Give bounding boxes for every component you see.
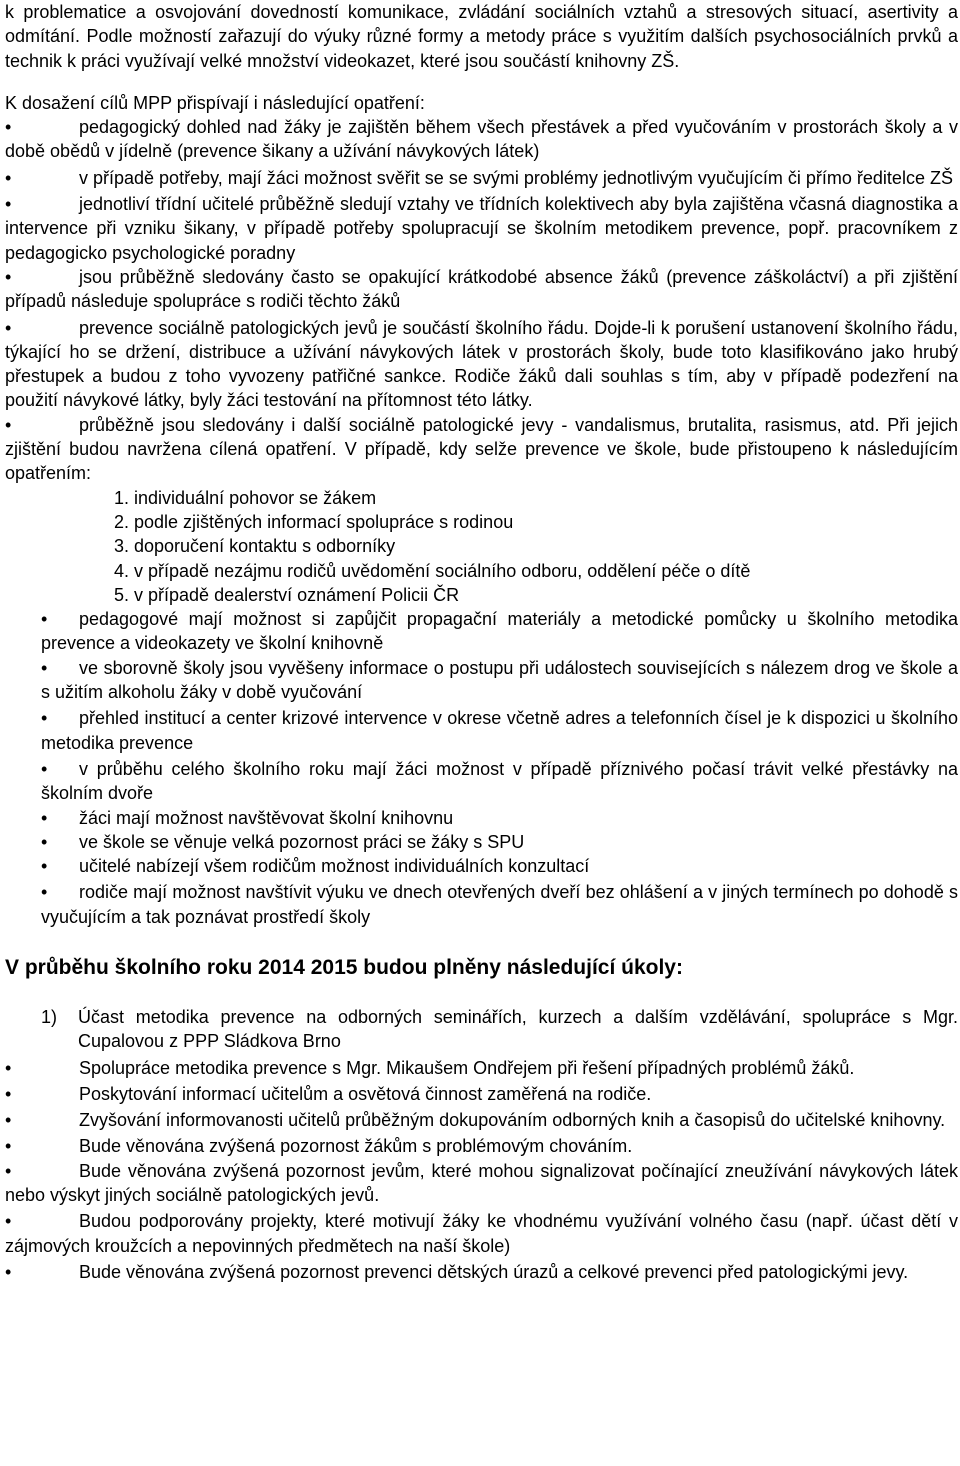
- list-item: • průběžně jsou sledovány i další sociálně patologické jevy - vandalismus, brutalita, rasismus, atd. Při jejich zjištění budou navržena cílená opatření. V případě, kdy selže prevence ve škole, bude přistoupeno k následujícím opatřením:: [5, 414, 958, 484]
- list-item: • učitelé nabízejí všem rodičům možnost individuálních konzultací: [5, 854, 958, 878]
- list-item: • Spolupráce metodika prevence s Mgr. Mikaušem Ondřejem při řešení případných problémů žáků.: [5, 1056, 958, 1080]
- steps-list: [5, 486, 958, 607]
- bullet-icon: •: [5, 1261, 12, 1282]
- list-item: • v průběhu celého školního roku mají žáci možnost v případě příznivého počasí trávit velké přestávky na školním dvoře: [41, 758, 958, 804]
- list-item: • Budou podporovány projekty, které motivují žáky ke vhodnému využívání volného času (např. účast dětí v zájmových kroužcích a nepovinných předmětech na naší škole): [5, 1211, 958, 1256]
- bullet-icon: •: [41, 609, 48, 630]
- bullet-icon: •: [5, 1083, 12, 1104]
- list-item: • rodiče mají možnost navštívit výuku ve dnech otevřených dveří bez ohlášení a v jiných termínech po dohodě s vyučujícím a tak poznávat prostředí školy: [41, 882, 958, 927]
- bullet-icon: •: [5, 167, 12, 188]
- bullet-icon: •: [5, 1110, 12, 1131]
- measures-intro: K dosažení cílů MPP přispívají i následující opatření:: [5, 92, 425, 113]
- bullet-icon: •: [5, 117, 12, 138]
- bullet-icon: •: [5, 194, 12, 215]
- bullet-icon: •: [41, 882, 48, 903]
- task-numbered: 1) Účast metodika prevence na odborných seminářích, kurzech a dalším vzdělávání, spolupráce s Mgr. Cupalovou z PPP Sládkova Brno: [41, 1006, 958, 1052]
- bullet-icon: •: [5, 266, 12, 287]
- bullet-icon: •: [5, 317, 12, 338]
- bullet-icon: •: [41, 831, 48, 852]
- list-item: • ve sborovně školy jsou vyvěšeny informace o postupu při událostech souvisejících s nálezem drog ve škole a s užitím alkoholu žáky v době vyučování: [41, 657, 958, 703]
- list-item: • pedagogové mají možnost si zapůjčit propagační materiály a metodické pomůcky u školního metodika prevence a videokazety ve školní knihovně: [41, 609, 958, 654]
- bullet-icon: •: [5, 1057, 12, 1078]
- list-item: • Bude věnována zvýšená pozornost jevům, které mohou signalizovat počínající zneužívání návykových látek nebo výskyt jiných sociálně patologických jevů.: [5, 1160, 958, 1206]
- document-page: [5, 0, 958, 1284]
- bullet-icon: •: [5, 1211, 12, 1232]
- list-item: 5. v případě dealerství oznámení Policii ČR: [114, 584, 460, 605]
- list-item: • žáci mají možnost navštěvovat školní knihovnu: [5, 806, 958, 830]
- list-item: • ve škole se věnuje velká pozornost práci se žáky s SPU: [5, 830, 958, 854]
- task-number: 1): [41, 1006, 58, 1027]
- list-item: • Bude věnována zvýšená pozornost prevenci dětských úrazů a celkové prevenci před patologickými jevy.: [5, 1260, 958, 1284]
- bullet-icon: •: [5, 414, 12, 435]
- list-item: 3. doporučení kontaktu s odborníky: [114, 536, 396, 557]
- bullet-icon: •: [5, 1160, 12, 1181]
- list-item: • jsou průběžně sledovány často se opakující krátkodobé absence žáků (prevence záškoláctví) a při zjištění případů následuje spolupráce s rodiči těchto žáků: [5, 266, 958, 312]
- list-item: • jednotliví třídní učitelé průběžně sledují vztahy ve třídních kolektivech aby byla zajištěna včasná diagnostika a intervence při vzniku šikany, v případě potřeby spolupracují se školním metodikem prevence, popř. pracovníkem z pedagogicko psychologické poradny: [5, 194, 958, 263]
- list-item: 4. v případě nezájmu rodičů uvědomění sociálního odboru, oddělení péče o dítě: [114, 560, 751, 581]
- section-heading: V průběhu školního roku 2014 2015 budou plněny následující úkoly:: [5, 955, 683, 979]
- list-item: • pedagogický dohled nad žáky je zajištěn během všech přestávek a před vyučováním v prostorách školy a v době obědů v jídelně (prevence šikany a užívání návykových látek): [5, 117, 958, 162]
- list-item: 2. podle zjištěných informací spolupráce s rodinou: [114, 511, 514, 532]
- list-item: • Poskytování informací učitelům a osvětová činnost zaměřená na rodiče.: [5, 1082, 958, 1106]
- bullet-icon: •: [41, 807, 48, 828]
- list-item: • přehled institucí a center krizové intervence v okrese včetně adres a telefonních čísel je k dispozici u školního metodika prevence: [41, 708, 958, 753]
- bullet-icon: •: [41, 758, 48, 779]
- list-item: • v případě potřeby, mají žáci možnost svěřit se se svými problémy jednotlivým vyučujícím či přímo ředitelce ZŠ: [5, 166, 958, 190]
- list-item: • Bude věnována zvýšená pozornost žákům s problémovým chováním.: [5, 1134, 958, 1158]
- measures2-list: [5, 607, 958, 929]
- intro-paragraph: k problematice a osvojování dovedností komunikace, zvládání sociálních vztahů a stresových situací, asertivity a odmítání. Podle možností zařazují do výuky různé formy a metody práce s využitím dalších psychosociálních prvků a technik k práci využívají velké množství videokazet, které jsou součástí knihovny ZŠ.: [5, 2, 958, 71]
- bullet-icon: •: [41, 657, 48, 678]
- bullet-icon: •: [41, 856, 48, 877]
- bullet-icon: •: [5, 1136, 12, 1157]
- list-item: 1. individuální pohovor se žákem: [114, 487, 377, 508]
- bullet-icon: •: [41, 708, 48, 729]
- measures-list: [5, 115, 958, 485]
- list-item: • prevence sociálně patologických jevů je součástí školního řádu. Dojde-li k porušení ustanovení školního řádu, týkající ho se držení, distribuce a užívání návykových látek v prostorách školy, bude toto klasifikováno jako hrubý přestupek a budou z toho vyvozeny patřičné sankce. Rodiče žáků dali souhlas s tím, aby v případě podezření na použití návykové látky, byly žáci testování na přítomnost této látky.: [5, 317, 958, 411]
- list-item: • Zvyšování informovanosti učitelů průběžným dokupováním odborných knih a časopisů do učitelské knihovny.: [5, 1108, 958, 1132]
- tasks-list: [5, 1056, 958, 1285]
